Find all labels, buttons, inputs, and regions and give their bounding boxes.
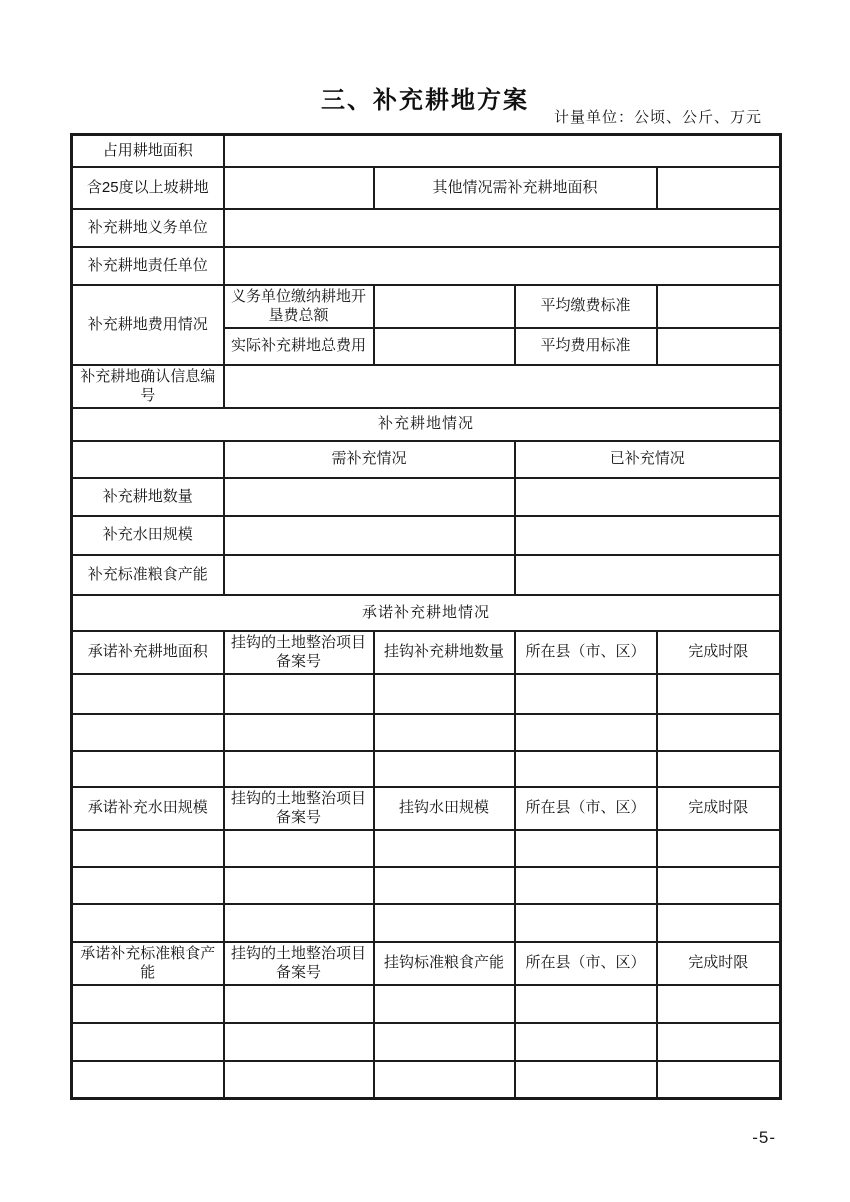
- blank-cell: [515, 904, 657, 942]
- other-need-area-label: 其他情况需补充耕地面积: [374, 167, 657, 209]
- row-promise-area-header: [72, 631, 781, 674]
- row-confirmation-id: [72, 365, 781, 408]
- row-supplement-header: [72, 441, 781, 478]
- blank-cell: [72, 1061, 224, 1099]
- supplement-quantity-label: 补充耕地数量: [72, 478, 224, 516]
- actual-fee-label: 实际补充耕地总费用: [224, 328, 374, 365]
- blank-cell: [224, 985, 374, 1023]
- blank-cell: [515, 867, 657, 904]
- table-row: [72, 1023, 781, 1061]
- blank-cell: [374, 867, 515, 904]
- avg-cost-standard-value: [657, 328, 781, 365]
- blank-cell: [224, 714, 374, 751]
- promise-paddy-label: 承诺补充水田规模: [72, 787, 224, 830]
- confirmation-id-label: 补充耕地确认信息编号: [72, 365, 224, 408]
- grain-capacity-done: [515, 555, 781, 595]
- promise-paddy-county-label: 所在县（市、区）: [515, 787, 657, 830]
- obligation-unit-value: [224, 209, 781, 247]
- occupied-area-value: [224, 135, 781, 167]
- promise-grain-deadline-label: 完成时限: [657, 942, 781, 985]
- supplement-section-title: 补充耕地情况: [72, 408, 781, 441]
- blank-cell: [374, 751, 515, 787]
- blank-cell: [515, 985, 657, 1023]
- blank-cell: [515, 751, 657, 787]
- obligation-unit-label: 补充耕地义务单位: [72, 209, 224, 247]
- blank-cell: [374, 985, 515, 1023]
- paddy-scale-label: 补充水田规模: [72, 516, 224, 555]
- other-need-area-value: [657, 167, 781, 209]
- grain-capacity-label: 补充标准粮食产能: [72, 555, 224, 595]
- occupied-area-label: 占用耕地面积: [72, 135, 224, 167]
- blank-cell: [72, 985, 224, 1023]
- blank-cell: [657, 904, 781, 942]
- row-promise-banner: [72, 595, 781, 631]
- table-row: [72, 904, 781, 942]
- promise-paddy-deadline-label: 完成时限: [657, 787, 781, 830]
- promise-section-title: 承诺补充耕地情况: [72, 595, 781, 631]
- blank-cell: [224, 904, 374, 942]
- row-supplement-quantity: [72, 478, 781, 516]
- done-supplement-label: 已补充情况: [515, 441, 781, 478]
- blank-cell: [657, 867, 781, 904]
- blank-cell: [374, 1023, 515, 1061]
- slope-area-value: [224, 167, 374, 209]
- blank-cell: [515, 1023, 657, 1061]
- row-obligation-unit: [72, 209, 781, 247]
- promise-area-project-label: 挂钩的土地整治项目备案号: [224, 631, 374, 674]
- row-supplement-banner: [72, 408, 781, 441]
- promise-grain-linked-label: 挂钩标准粮食产能: [374, 942, 515, 985]
- blank-cell: [224, 867, 374, 904]
- reclamation-fee-label: 义务单位缴纳耕地开垦费总额: [224, 285, 374, 328]
- page-title: 三、补充耕地方案: [321, 87, 529, 114]
- blank-cell: [72, 714, 224, 751]
- blank-cell: [72, 1023, 224, 1061]
- promise-area-deadline-label: 完成时限: [657, 631, 781, 674]
- row-occupied-area: [72, 135, 781, 167]
- row-responsibility-unit: [72, 247, 781, 285]
- blank-cell: [224, 674, 374, 714]
- row-promise-paddy-header: [72, 787, 781, 830]
- need-supplement-label: 需补充情况: [224, 441, 515, 478]
- supplement-quantity-done: [515, 478, 781, 516]
- avg-payment-standard-label: 平均缴费标准: [515, 285, 657, 328]
- slope-area-label: 含25度以上坡耕地: [72, 167, 224, 209]
- avg-payment-standard-value: [657, 285, 781, 328]
- blank-cell: [515, 1061, 657, 1099]
- grain-capacity-need: [224, 555, 515, 595]
- confirmation-id-value: [224, 365, 781, 408]
- table-row: [72, 985, 781, 1023]
- table-row: [72, 674, 781, 714]
- page-number: -5-: [752, 1128, 776, 1147]
- responsibility-unit-label: 补充耕地责任单位: [72, 247, 224, 285]
- promise-grain-label: 承诺补充标准粮食产能: [72, 942, 224, 985]
- promise-paddy-linked-label: 挂钩水田规模: [374, 787, 515, 830]
- blank-cell: [72, 751, 224, 787]
- row-fee-1: [72, 285, 781, 328]
- reclamation-fee-value: [374, 285, 515, 328]
- row-slope-area: [72, 167, 781, 209]
- blank-cell: [657, 985, 781, 1023]
- table-row: [72, 867, 781, 904]
- table-row: [72, 714, 781, 751]
- blank-cell: [515, 674, 657, 714]
- blank-cell: [72, 867, 224, 904]
- blank-cell: [374, 714, 515, 751]
- supplement-plan-table: [70, 133, 782, 1100]
- blank-cell: [374, 830, 515, 867]
- paddy-scale-done: [515, 516, 781, 555]
- blank-cell: [224, 1023, 374, 1061]
- table-row: [72, 830, 781, 867]
- actual-fee-value: [374, 328, 515, 365]
- row-grain-capacity: [72, 555, 781, 595]
- supplement-header-empty: [72, 441, 224, 478]
- blank-cell: [657, 830, 781, 867]
- promise-area-linked-label: 挂钩补充耕地数量: [374, 631, 515, 674]
- blank-cell: [515, 714, 657, 751]
- promise-area-label: 承诺补充耕地面积: [72, 631, 224, 674]
- blank-cell: [657, 1061, 781, 1099]
- blank-cell: [374, 904, 515, 942]
- fee-section-label: 补充耕地费用情况: [72, 285, 224, 365]
- row-promise-grain-header: [72, 942, 781, 985]
- blank-cell: [657, 1023, 781, 1061]
- blank-cell: [224, 1061, 374, 1099]
- blank-cell: [657, 674, 781, 714]
- blank-cell: [72, 830, 224, 867]
- blank-cell: [224, 830, 374, 867]
- blank-cell: [72, 904, 224, 942]
- blank-cell: [374, 674, 515, 714]
- supplement-quantity-need: [224, 478, 515, 516]
- blank-cell: [374, 1061, 515, 1099]
- blank-cell: [224, 751, 374, 787]
- unit-note: 计量单位：公顷、公斤、万元: [553, 109, 762, 126]
- blank-cell: [72, 674, 224, 714]
- responsibility-unit-value: [224, 247, 781, 285]
- promise-grain-project-label: 挂钩的土地整治项目备案号: [224, 942, 374, 985]
- promise-paddy-project-label: 挂钩的土地整治项目备案号: [224, 787, 374, 830]
- promise-grain-county-label: 所在县（市、区）: [515, 942, 657, 985]
- blank-cell: [515, 830, 657, 867]
- table-row: [72, 751, 781, 787]
- blank-cell: [657, 714, 781, 751]
- avg-cost-standard-label: 平均费用标准: [515, 328, 657, 365]
- blank-cell: [657, 751, 781, 787]
- promise-area-county-label: 所在县（市、区）: [515, 631, 657, 674]
- row-paddy-scale: [72, 516, 781, 555]
- paddy-scale-need: [224, 516, 515, 555]
- table-row: [72, 1061, 781, 1099]
